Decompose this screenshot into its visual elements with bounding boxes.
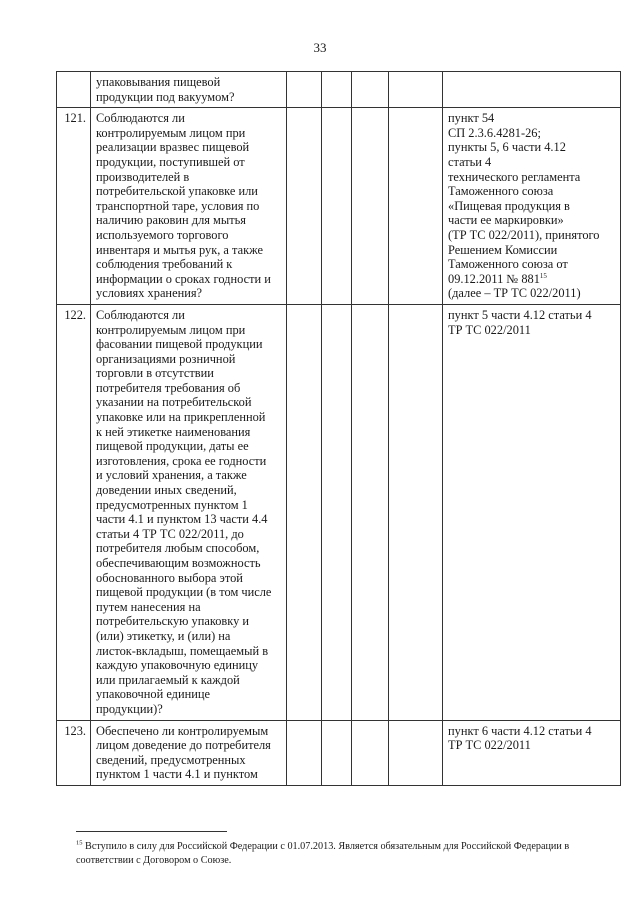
- question-line: Соблюдаются ли: [96, 307, 185, 322]
- question-cell: [91, 108, 287, 305]
- reference-line-text: (далее – ТР ТС 022/2011): [448, 286, 581, 301]
- footnote-marker: 15: [76, 839, 83, 847]
- reference-line: [448, 243, 616, 258]
- reference-line-text: «Пищевая продукция в: [448, 198, 570, 213]
- question-line: обеспечивающим возможность: [96, 556, 261, 570]
- question-line: пунктом 1 части 4.1 и пунктом: [96, 767, 258, 782]
- question-line: используемого торгового: [96, 227, 229, 242]
- answer-yes-cell: [287, 304, 322, 720]
- reference-line: [448, 184, 616, 199]
- question-line: продукции, поступившей от: [96, 154, 245, 169]
- question-line: реализации вразвес пищевой: [96, 140, 250, 155]
- reference-line: [448, 724, 616, 739]
- answer-no-cell: [322, 304, 352, 720]
- reference-line: [448, 228, 616, 243]
- reference-line: [448, 155, 616, 170]
- question-line: (или) этикетку, и (или) на: [96, 628, 231, 643]
- question-line: условиях хранения?: [96, 286, 203, 301]
- question-line: изготовления, срока ее годности: [96, 453, 267, 468]
- question-line: потребителя любым способом,: [96, 541, 260, 556]
- question-line: наличию раковин для мытья: [96, 213, 246, 228]
- reference-line-text: (ТР ТС 022/2011), принятого: [448, 227, 600, 242]
- reference-line-text: части ее маркировки»: [448, 213, 564, 228]
- reference-cell: [443, 72, 621, 108]
- reference-line: [448, 323, 616, 338]
- question-line: пищевой продукции, даты ее: [96, 439, 249, 454]
- reference-line: [448, 140, 616, 155]
- question-line: указании на потребительской: [96, 395, 252, 410]
- answer-yes-cell: [287, 108, 322, 305]
- question-line: сведений, предусмотренных: [96, 752, 246, 767]
- reference-line-text: Решением Комиссии: [448, 242, 558, 257]
- question-line: доведении иных сведений,: [96, 483, 237, 498]
- question-line: статьи 4 ТР ТС 022/2011, до: [96, 526, 244, 541]
- question-line: организациями розничной: [96, 351, 236, 366]
- answer-na-cell: [352, 108, 389, 305]
- question-line: пищевой продукции (в том числе: [96, 585, 272, 600]
- question-line: производителей в: [96, 169, 190, 184]
- reference-line: [448, 170, 616, 185]
- question-line: Обеспечено ли контролируемым: [96, 723, 269, 738]
- table-row: [57, 72, 621, 108]
- question-cell: [91, 720, 287, 785]
- question-line: продукции под вакуумом?: [96, 89, 235, 104]
- reference-line-text: статьи 4: [448, 154, 492, 169]
- reference-line-text: ТР ТС 022/2011: [448, 738, 531, 753]
- question-line: транспортной таре, условия по: [96, 198, 260, 213]
- reference-line: [448, 308, 616, 323]
- question-line: и условий хранения, а также: [96, 468, 247, 483]
- row-number: 121.: [57, 108, 91, 305]
- footnote-text: Вступило в силу для Российской Федерации с 01.07.2013. Является обязательным для Российской Федерации в соответствии с Договором о Союзе.: [76, 841, 570, 866]
- question-line: лицом доведение до потребителя: [96, 738, 271, 753]
- reference-line-text: пункт 54: [448, 111, 495, 126]
- reference-line-text: пункт 5 части 4.12 статьи 4: [448, 307, 592, 322]
- page-number: 33: [313, 40, 327, 55]
- question-line: потребительскую упаковку и: [96, 614, 250, 629]
- reference-line-text: технического регламента: [448, 169, 581, 184]
- reference-cell: [443, 720, 621, 785]
- checklist-table: [56, 71, 621, 786]
- question-line: Соблюдаются ли: [96, 111, 185, 126]
- table-row: [57, 108, 621, 305]
- question-line: инвентаря и мытья рук, а также: [96, 242, 264, 257]
- question-line: соблюдения требований к: [96, 257, 233, 272]
- question-line: контролируемым лицом при: [96, 322, 246, 337]
- question-line: торговли в отсутствии: [96, 366, 214, 381]
- answer-no-cell: [322, 108, 352, 305]
- row-number: [57, 72, 91, 108]
- question-line: потребителя требования об: [96, 380, 241, 395]
- answer-yes-cell: [287, 72, 322, 108]
- reference-line-text: 09.12.2011 № 881: [448, 271, 540, 286]
- question-line: предусмотренных пунктом 1: [96, 497, 248, 512]
- question-line: листок-вкладыш, помещаемый в: [96, 643, 269, 658]
- reference-line-text: пункты 5, 6 части 4.12: [448, 140, 566, 155]
- reference-cell: [443, 304, 621, 720]
- reference-line: [448, 286, 616, 301]
- reference-cell: [443, 108, 621, 305]
- answer-yes-cell: [287, 720, 322, 785]
- question-line: фасовании пищевой продукции: [96, 337, 263, 352]
- reference-line: [448, 257, 616, 272]
- question-line: продукции)?: [96, 701, 163, 716]
- reference-line: [448, 111, 616, 126]
- note-cell: [389, 108, 443, 305]
- question-line: каждую упаковочную единицу: [96, 658, 259, 673]
- question-cell: [91, 304, 287, 720]
- answer-na-cell: [352, 720, 389, 785]
- reference-line-text: Таможенного союза от: [448, 257, 568, 272]
- reference-line: [448, 738, 616, 753]
- note-cell: [389, 720, 443, 785]
- question-line: к ней этикетке наименования: [96, 424, 251, 439]
- row-number: 123.: [57, 720, 91, 785]
- reference-line: [448, 199, 616, 214]
- question-line: упаковочной единице: [96, 687, 211, 702]
- question-line: потребительской упаковке или: [96, 184, 258, 199]
- reference-line-text: пункт 6 части 4.12 статьи 4: [448, 723, 592, 738]
- question-line: упаковывания пищевой: [96, 75, 221, 89]
- question-line: или прилагаемый к каждой: [96, 672, 240, 687]
- question-line: части 4.1 и пунктом 13 части 4.4: [96, 512, 268, 527]
- question-line: путем нанесения на: [96, 599, 201, 614]
- table-row: [57, 304, 621, 720]
- reference-line: [448, 213, 616, 228]
- note-cell: [389, 304, 443, 720]
- question-line: упаковке или на прикрепленной: [96, 410, 266, 425]
- reference-line-text: ТР ТС 022/2011: [448, 322, 531, 337]
- reference-line: [448, 126, 616, 141]
- footnote-divider: [76, 831, 227, 832]
- question-line: информации о сроках годности и: [96, 271, 271, 286]
- question-line: контролируемым лицом при: [96, 125, 246, 140]
- answer-na-cell: [352, 72, 389, 108]
- reference-line-text: СП 2.3.6.4281-26;: [448, 125, 541, 140]
- note-cell: [389, 72, 443, 108]
- footnote-reference: 15: [539, 271, 547, 280]
- reference-line: [448, 272, 616, 287]
- row-number: 122.: [57, 304, 91, 720]
- question-cell: [91, 72, 287, 108]
- answer-no-cell: [322, 72, 352, 108]
- footnote: [76, 840, 616, 867]
- answer-no-cell: [322, 720, 352, 785]
- table-row: [57, 720, 621, 785]
- answer-na-cell: [352, 304, 389, 720]
- reference-line-text: Таможенного союза: [448, 184, 554, 199]
- question-line: обоснованного выбора этой: [96, 570, 243, 585]
